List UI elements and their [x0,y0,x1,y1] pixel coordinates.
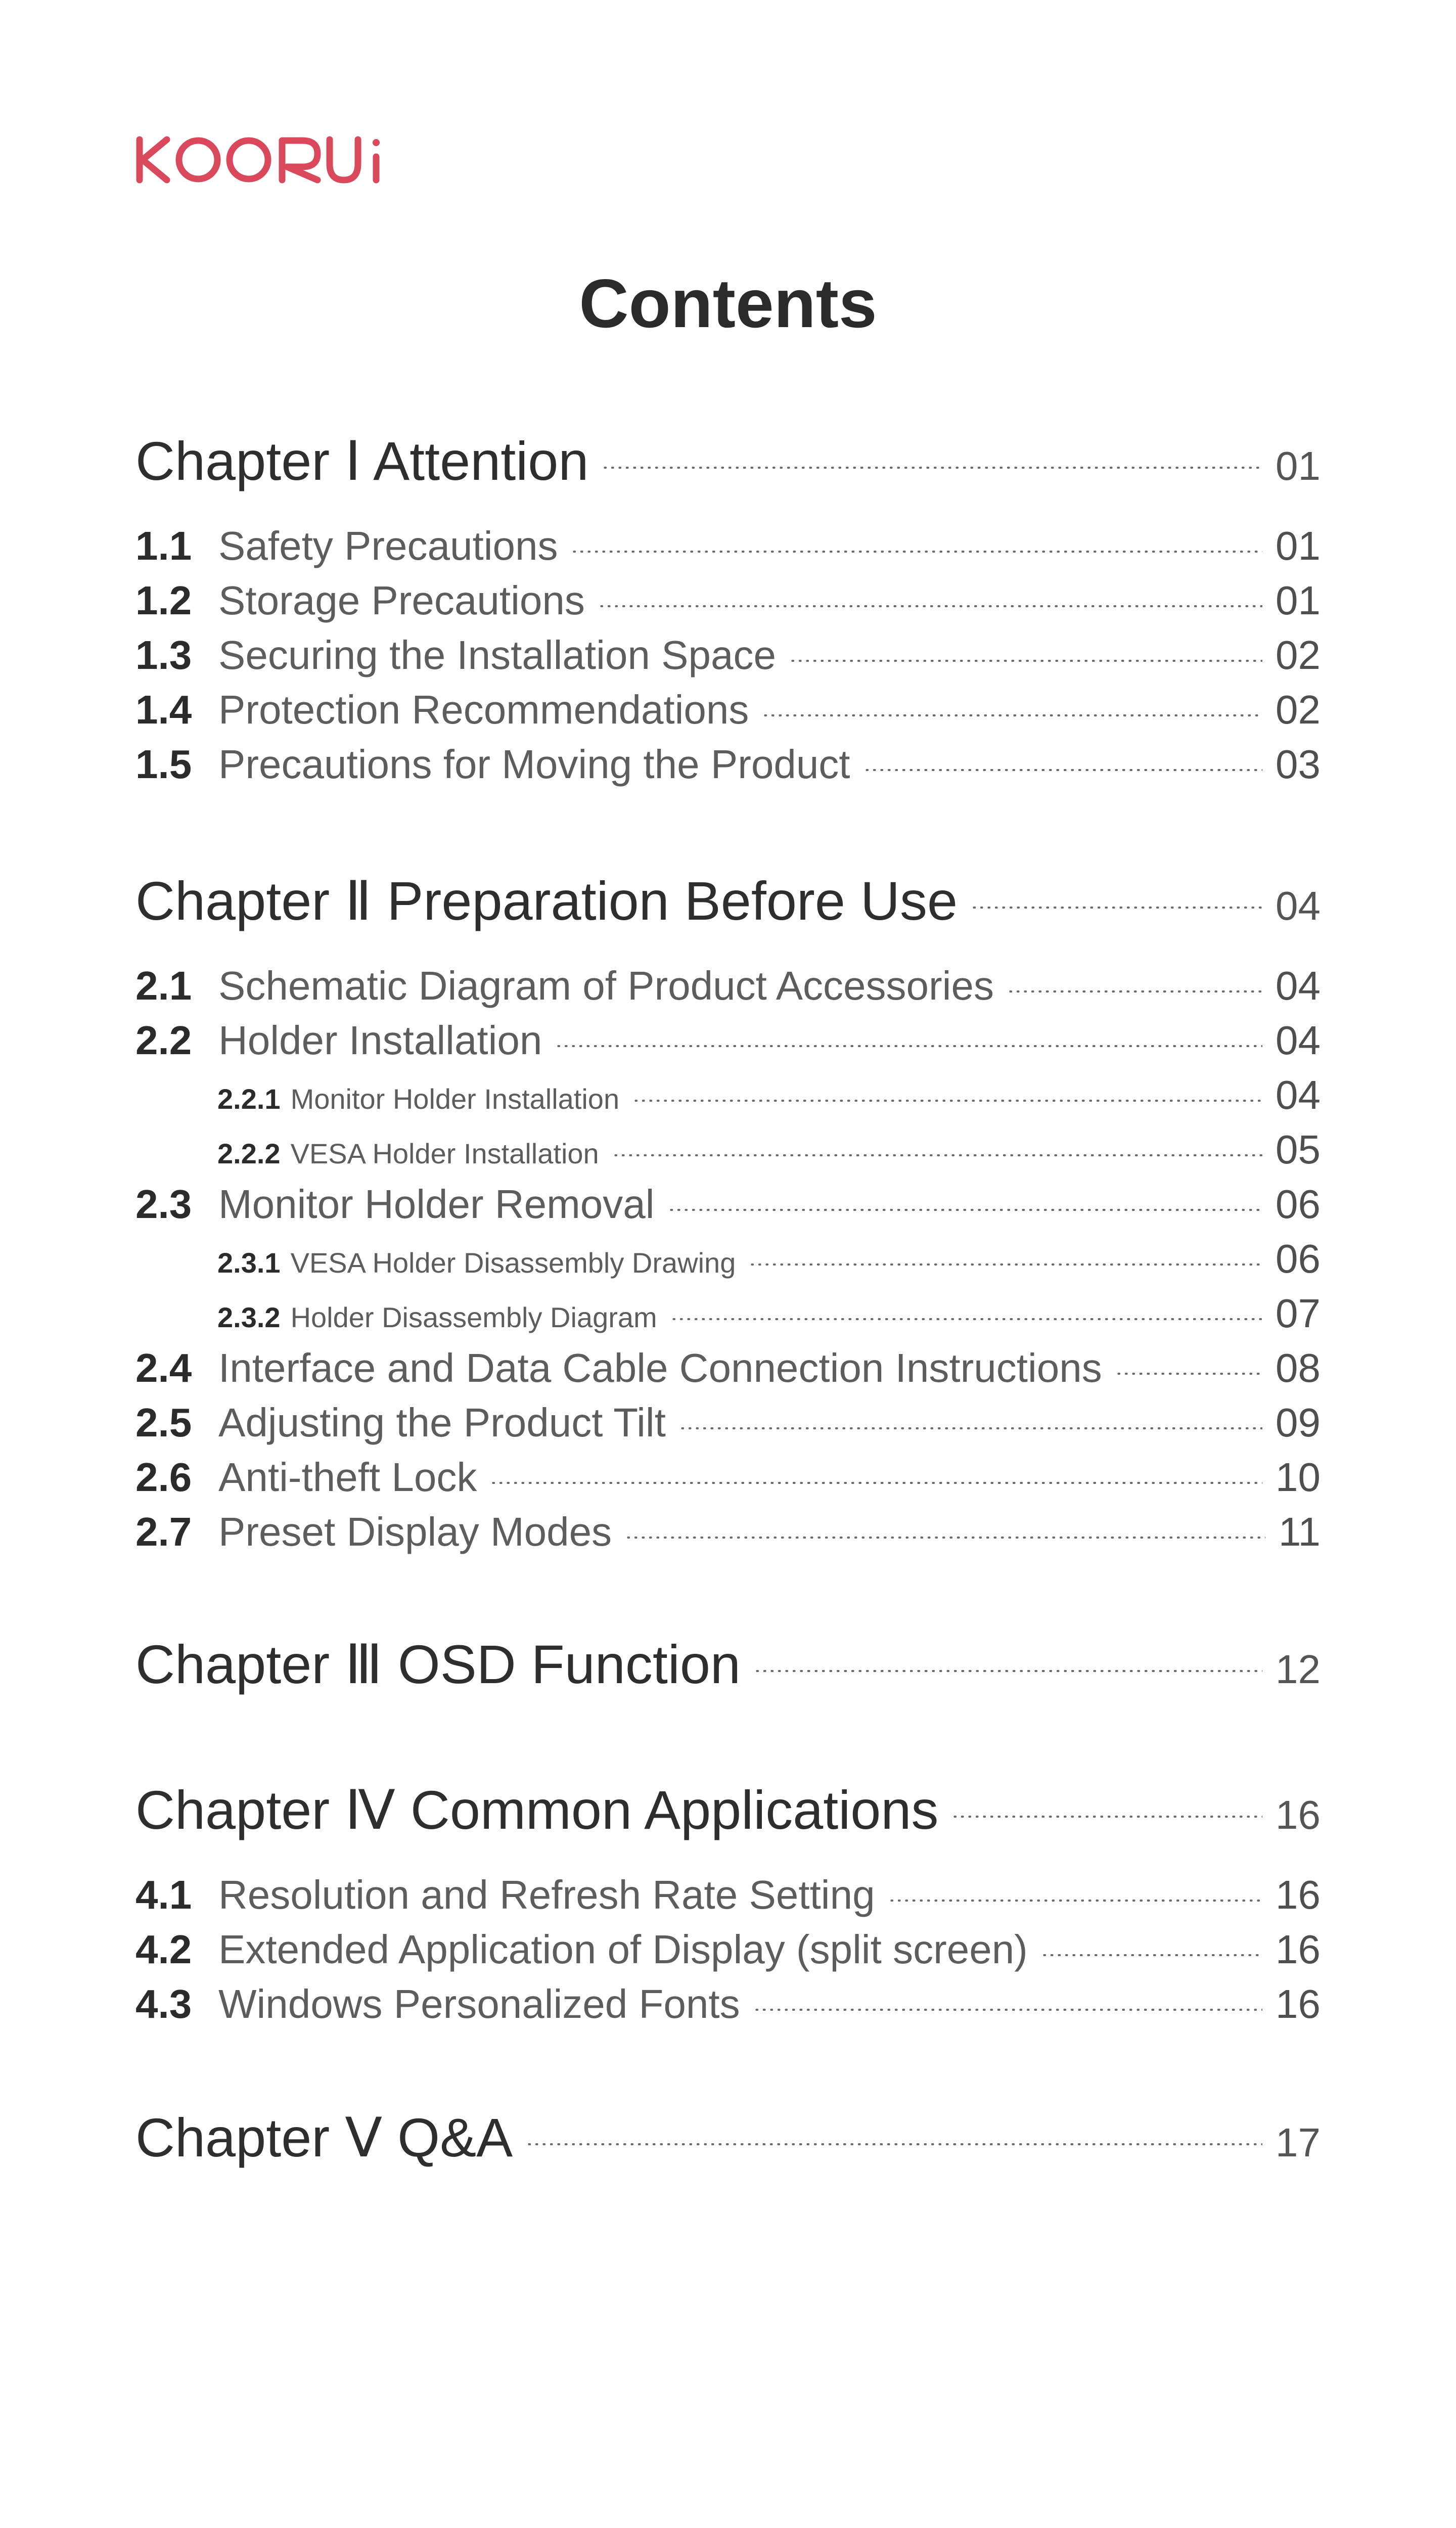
toc-section-4-3[interactable] [135,1979,1321,2029]
toc-section-2-1[interactable] [135,961,1321,1011]
section-number: 1.4 [135,687,192,732]
page-number: 10 [1276,1455,1321,1500]
section-title: Interface and Data Cable Connection Instructions [218,1345,1102,1390]
page-title: Contents [579,265,877,342]
page-number: 04 [1276,883,1321,928]
toc-section-2-7[interactable] [135,1507,1321,1557]
section-number: 2.5 [135,1400,192,1445]
page-number: 16 [1276,1927,1321,1972]
toc-section-2-3[interactable] [135,1179,1321,1230]
dot-leader [668,1209,1262,1211]
toc-subsection-2-2-2[interactable] [135,1124,1321,1179]
dot-leader [762,714,1262,716]
page-number: 16 [1276,1872,1321,1917]
page-number: 16 [1276,1981,1321,2026]
section-number: 1.3 [135,633,192,678]
section-title: Schematic Diagram of Product Accessories [218,963,994,1008]
subsection-number: 2.3.2 [217,1301,281,1333]
chapter-title: Chapter Ⅴ Q&A [135,2107,513,2168]
toc-subsection-2-3-2[interactable] [135,1288,1321,1343]
section-number: 2.4 [135,1345,192,1390]
subsection-title: VESA Holder Installation [290,1138,599,1169]
page-number: 17 [1276,2120,1321,2165]
section-number: 1.1 [135,523,192,568]
dot-leader [612,1154,1262,1156]
page-number: 06 [1276,1236,1321,1281]
section-number: 4.1 [135,1872,192,1917]
toc-section-1-1[interactable] [135,521,1321,571]
dot-leader [679,1427,1262,1429]
toc-section-2-5[interactable] [135,1397,1321,1448]
section-number: 4.2 [135,1927,192,1972]
subsection-number: 2.2.2 [217,1138,281,1169]
section-number: 4.3 [135,1981,192,2026]
toc-chapter-1[interactable] [135,431,1321,496]
section-title: Monitor Holder Removal [218,1182,655,1227]
toc-subsection-2-2-1[interactable] [135,1070,1321,1124]
dot-leader [632,1100,1262,1102]
dot-leader [602,467,1262,469]
page-number: 03 [1276,742,1321,787]
toc-section-1-2[interactable] [135,575,1321,626]
dot-leader [951,1816,1262,1818]
toc-section-4-2[interactable] [135,1924,1321,1975]
dot-leader [555,1045,1262,1047]
section-number: 1.2 [135,578,192,623]
chapter-title: Chapter Ⅰ Attention [135,430,589,491]
page-number: 11 [1278,1509,1321,1554]
toc-chapter-5[interactable] [135,2107,1321,2173]
subsection-title: Holder Disassembly Diagram [290,1301,657,1333]
dot-leader [789,660,1262,662]
toc-section-2-4[interactable] [135,1343,1321,1393]
section-number: 2.1 [135,963,192,1008]
subsection-number: 2.2.1 [217,1083,281,1115]
page-number: 02 [1276,633,1321,678]
dot-leader [971,907,1262,909]
dot-leader [598,605,1262,607]
page-number: 04 [1276,1072,1321,1117]
dot-leader [1007,990,1262,992]
toc-chapter-3[interactable] [135,1634,1321,1700]
section-title: Preset Display Modes [218,1509,612,1554]
toc-subsection-2-3-1[interactable] [135,1234,1321,1288]
page-number: 08 [1276,1345,1321,1390]
page-number: 09 [1276,1400,1321,1445]
toc-section-2-6[interactable] [135,1452,1321,1503]
page-number: 01 [1276,443,1321,488]
section-title: Adjusting the Product Tilt [218,1400,666,1445]
toc-chapter-4[interactable] [135,1780,1321,1845]
page-number: 07 [1276,1291,1321,1336]
section-number: 2.2 [135,1018,192,1063]
subsection-title: Monitor Holder Installation [290,1083,620,1115]
chapter-title: Chapter Ⅱ Preparation Before Use [135,870,958,931]
section-number: 1.5 [135,742,192,787]
chapter-title: Chapter Ⅳ Common Applications [135,1779,939,1840]
section-number: 2.6 [135,1455,192,1500]
dot-leader [749,1263,1262,1266]
dot-leader [753,2009,1262,2011]
toc-section-1-4[interactable] [135,685,1321,735]
section-title: Precautions for Moving the Product [218,742,850,787]
page-number: 04 [1276,963,1321,1008]
dot-leader [1041,1954,1262,1956]
dot-leader [754,1670,1262,1672]
page-number: 12 [1276,1647,1321,1692]
koorui-logo [135,136,383,184]
dot-leader [571,551,1262,553]
dot-leader [1115,1373,1262,1375]
toc-section-4-1[interactable] [135,1870,1321,1920]
page-number: 01 [1276,578,1321,623]
section-title: Anti-theft Lock [218,1455,477,1500]
toc-section-2-2[interactable] [135,1015,1321,1066]
dot-leader [625,1537,1265,1539]
toc-chapter-2[interactable] [135,871,1321,936]
toc-section-1-5[interactable] [135,739,1321,790]
section-title: Resolution and Refresh Rate Setting [218,1872,875,1917]
section-number: 2.7 [135,1509,192,1554]
section-number: 2.3 [135,1182,192,1227]
section-title: Extended Application of Display (split screen) [218,1927,1028,1972]
dot-leader [670,1318,1262,1320]
page-number: 01 [1276,523,1321,568]
dot-leader [490,1482,1262,1484]
section-title: Storage Precautions [218,578,585,623]
page-number: 05 [1276,1127,1321,1172]
page-number: 06 [1276,1182,1321,1227]
page-number: 16 [1276,1792,1321,1837]
subsection-title: VESA Holder Disassembly Drawing [290,1247,736,1279]
dot-leader [863,769,1262,771]
page-number: 04 [1276,1018,1321,1063]
dot-leader [888,1900,1262,1902]
section-title: Holder Installation [218,1018,542,1063]
dot-leader [526,2143,1262,2145]
page-number: 02 [1276,687,1321,732]
section-title: Safety Precautions [218,523,558,568]
section-title: Windows Personalized Fonts [218,1981,740,2026]
section-title: Securing the Installation Space [218,633,776,678]
chapter-title: Chapter Ⅲ OSD Function [135,1634,741,1695]
toc-section-1-3[interactable] [135,630,1321,681]
subsection-number: 2.3.1 [217,1247,281,1279]
section-title: Protection Recommendations [218,687,749,732]
